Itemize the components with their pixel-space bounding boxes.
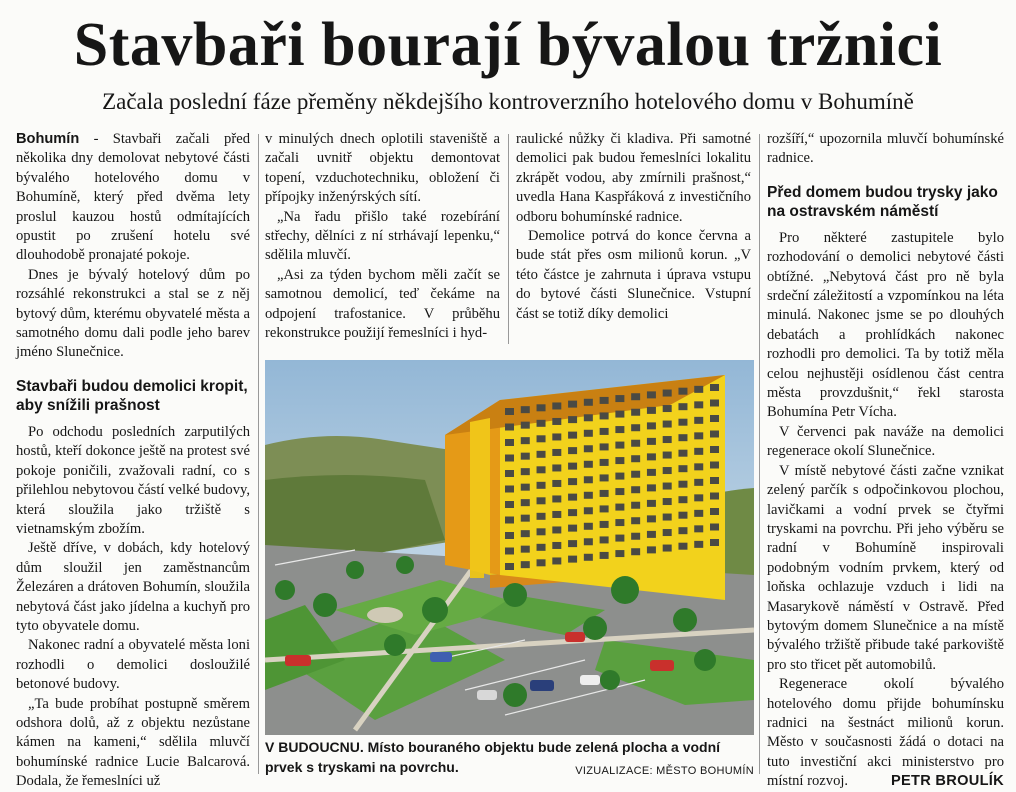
paragraph [16,130,250,266]
subheadline: Začala poslední fáze přeměny někdejšího kontroverzního hotelového domu v Bohumíně [102,89,914,114]
column-rule [258,134,259,774]
paragraph-text: - Stavbaři začali před několika dny demolovat nebytové části bývalého hotelového domu v Bohumíně, který před dvěma lety proslul kauzou hostů odmítajících opustit po zrušení hotelu své dlouhodobě pronajaté pokoje. [16,131,250,264]
image-caption [265,738,754,778]
paragraph: Po odchodu posledních zarputilých hostů, kteří dokonce ještě na protest své pokoje poničili, zvažovali radní, co s přilehlou nebytovou částí velké budovy, která sloužila jako tržiště s vietnamským zbožím. [16,423,250,537]
paragraph: „Ta bude probíhat postupně směrem odshora dolů, až z objektu nezůstane kámen na kameni,“ sdělila mluvčí bohumínské radnice Lucie Balcarová. Dodala, že řemeslníci už [16,695,250,790]
dateline: Bohumín [16,131,80,147]
column-rule [759,134,760,774]
paragraph: v minulých dnech oplotili staveniště a začali uvnitř objektu demontovat topení, vzduchotechniku, obložení či přípojky inženýrských sítí. [265,131,500,206]
byline: PETR BROULÍK [890,773,1004,790]
paragraph: V červenci pak naváže na demolici regenerace okolí Slunečnice. [767,423,1004,460]
paragraph-text: Regenerace okolí bývalého hotelového domu přijde bohumínsku radnici na šestnáct milionů korun. Město v současnosti žádá o dotaci na tuto investiční akci ministerstvo pro místní rozvoj. [767,676,1004,790]
visualization-image [265,360,754,735]
paragraph [767,675,1004,791]
paragraph: raulické nůžky či kladiva. Při samotné demolici pak budou řemeslníci lokalitu zkrápět vodou, aby zmírnili prašnost,“ uvedla Hana Kaspřáková z investičního odboru bohumínské radnice. [516,131,751,225]
article-column-3 [516,130,751,340]
paragraph: „Na řadu přišlo také rozebírání střechy, dělníci z ní strhávají lepenku,“ sdělila mluvčí. [265,208,500,264]
paragraph: Demolice potrvá do konce června a bude stát přes osm milionů korun. „V této částce je zahrnuta i úprava vstupu do bytové části Slunečnice. Vstupní část se totiž díky demolici [516,228,751,322]
paragraph: „Asi za týden bychom měli začít se samotnou demolicí, teď čekáme na odpojení trafostanice. V průběhu rekonstrukce použijí řemeslníci i hyd- [265,266,500,340]
paragraph: V místě nebytové části začne vznikat zelený parčík s odpočinkovou plochou, lavičkami a vodní prvek se čtyřmi tryskami na povrchu. Při jeho výběru se radní v Bohumíně inspirovali podobným vodním prvkem, který od loňska ochlazuje vzduch i lidi na Masarykově náměstí v Ostravě. Před bytovým domem Slunečnice a na místě bývalého tržiště přibude také parkoviště pro sto třicet pět automobilů. [767,462,1004,673]
article-column-4 [767,130,1004,792]
caption-label: V BUDOUCNU. [265,739,364,755]
paragraph: Dnes je bývalý hotelový dům po rozsáhlé rekonstrukci a stal se z něj bytový dům, kterému obyvatelé města a samotného domu dali podle jeho barev jméno Slunečnice. [16,266,250,361]
paragraph: Ještě dříve, v dobách, kdy hotelový dům sloužil jen zaměstnancům Železáren a drátoven Bohumín, sloužila nebytová část jako jídelna a kuchyň pro tyto obyvatele domu. [16,540,250,634]
paragraph: Nakonec radní a obyvatelé města loni rozhodli o demolici dosloužilé betonové budovy. [16,637,250,693]
column-rule [508,134,509,344]
caption-text: Místo bouraného objektu bude zelená plocha a vodní prvek s tryskami na povrchu. [265,739,721,775]
paragraph: rozšíří,“ upozornila mluvčí bohumínské radnice. [767,131,1004,167]
article-column-2 [265,130,500,340]
subheading: Stavbaři budou demolici kropit, aby snížili prašnost [16,377,248,414]
image-credit: VIZUALIZACE: MĚSTO BOHUMÍN [575,765,754,777]
headline: Stavbaři bourají bývalou tržnici [73,11,943,79]
paragraph: Pro některé zastupitele bylo rozhodování o demolici nebytové části obtížné. „Nebytová část pro ně byla srdeční záležitostí a vzpomínkou na léta minulá. Nakonec jsme se po dlouhých debatách a prohlídkách nakonec rozhodli pro demolici. Ta by totiž měla celou nejhustěji osídlenou část centra města provzdušnit,“ řekl starosta Bohumína Petr Vícha. [767,229,1004,421]
article-column-1 [16,130,250,792]
subheading: Před domem budou trysky jako na ostravském náměstí [767,183,998,220]
